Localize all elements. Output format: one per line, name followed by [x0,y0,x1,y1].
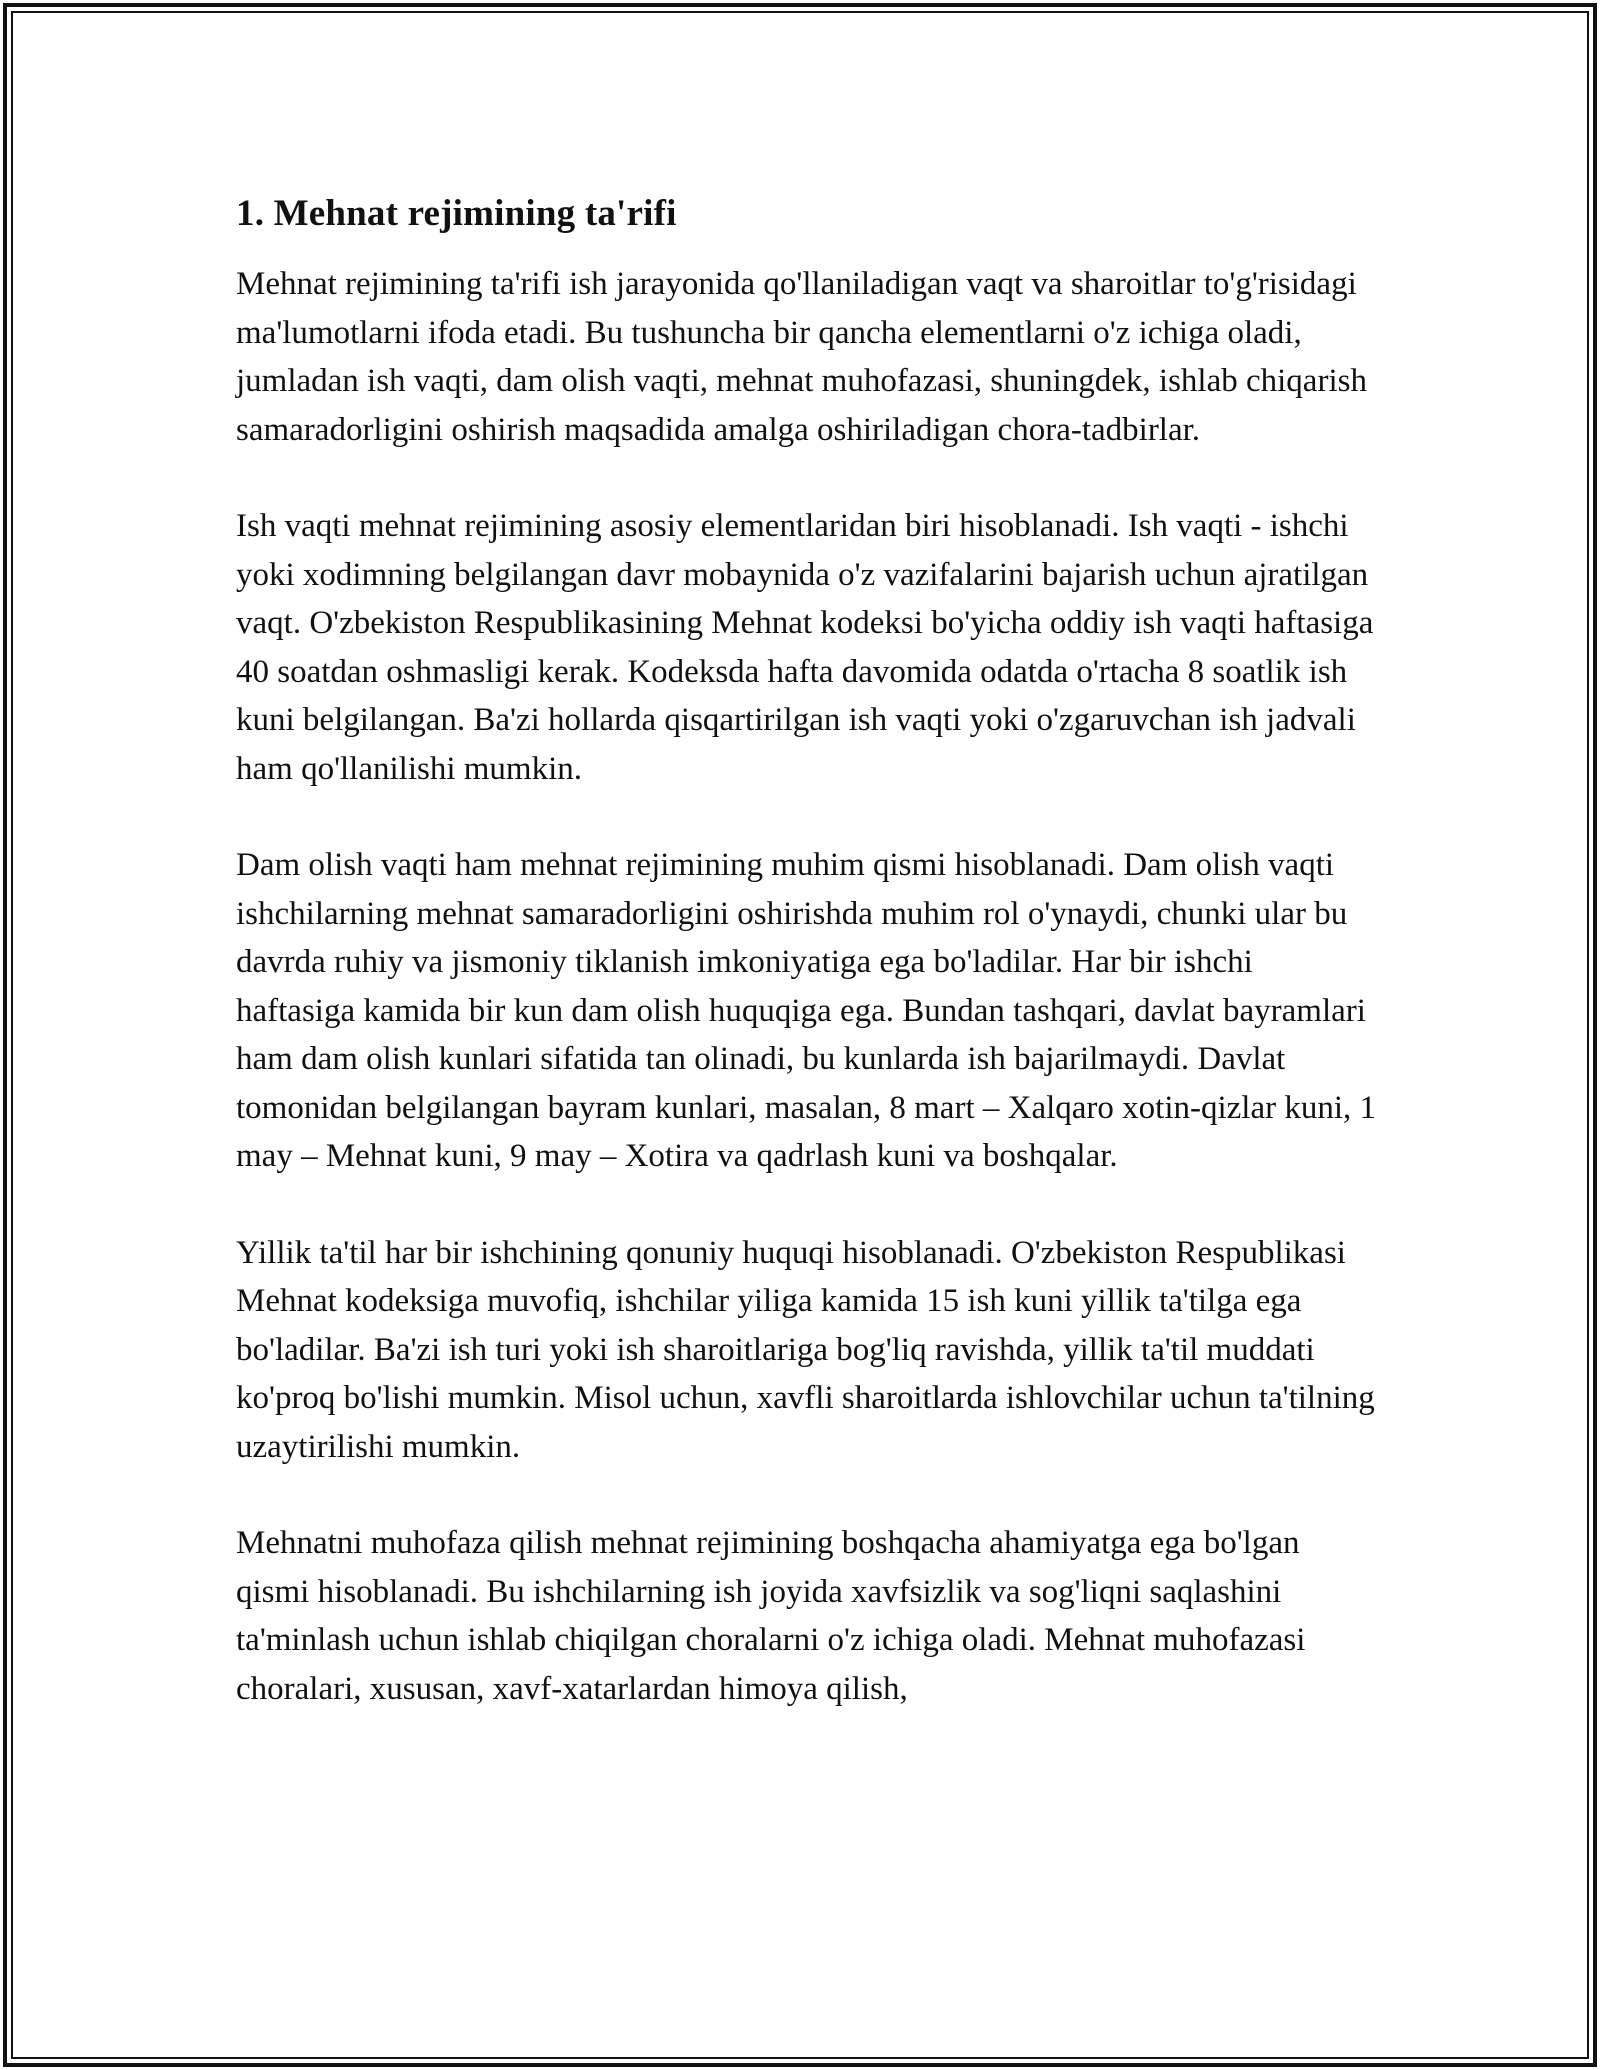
paragraph-rest-time: Dam olish vaqti ham mehnat rejimining muhim qismi hisoblanadi. Dam olish vaqti ishchilarning mehnat samaradorligini oshirishda muhim rol o'ynaydi, chunki ular bu davrda ruhiy va jismoniy tiklanish imkoniyatiga ega bo'ladilar. Har bir ishchi haftasiga kamida bir kun dam olish huquqiga ega. Bundan tashqari, davlat bayramlari ham dam olish kunlari sifatida tan olinadi, bu kunlarda ish bajarilmaydi. Davlat tomonidan belgilangan bayram kunlari, masalan, 8 mart – Xalqaro xotin-qizlar kuni, 1 may – Mehnat kuni, 9 may – Xotira va qadrlash kuni va boshqalar. [236,847,1377,1174]
paragraph-annual-leave: Yillik ta'til har bir ishchining qonuniy huquqi hisoblanadi. O'zbekiston Respublikasi Mehnat kodeksiga muvofiq, ishchilar yiliga kamida 15 ish kuni yillik ta'tilga ega bo'ladilar. Ba'zi ish turi yoki ish sharoitlariga bog'liq ravishda, yillik ta'til muddati ko'proq bo'lishi mumkin. Misol uchun, xavfli sharoitlarda ishlovchilar uchun ta'tilning uzaytirilishi mumkin. [236,1234,1375,1465]
document-body [236,188,1376,1713]
section-heading: 1. Mehnat rejimining ta'rifi [236,193,677,234]
paragraph-definition: Mehnat rejimining ta'rifi ish jarayonida qo'llaniladigan vaqt va sharoitlar to'g'risidagi ma'lumotlarni ifoda etadi. Bu tushuncha bir qancha elementlarni o'z ichiga oladi, jumladan ish vaqti, dam olish vaqti, mehnat muhofazasi, shuningdek, ishlab chiqarish samaradorligini oshirish maqsadida amalga oshiriladigan chora-tadbirlar. [236,266,1367,448]
paragraph-labor-protection: Mehnatni muhofaza qilish mehnat rejimining boshqacha ahamiyatga ega bo'lgan qismi hisoblanadi. Bu ishchilarning ish joyida xavfsizlik va sog'liqni saqlashini ta'minlash uchun ishlab chiqilgan choralarni o'z ichiga oladi. Mehnat muhofazasi choralari, xususan, xavf-xatarlardan himoya qilish, [236,1525,1306,1707]
paragraph-working-time: Ish vaqti mehnat rejimining asosiy elementlaridan biri hisoblanadi. Ish vaqti - ishchi yoki xodimning belgilangan davr mobaynida o'z vazifalarini bajarish uchun ajratilgan vaqt. O'zbekiston Respublikasining Mehnat kodeksi bo'yicha oddiy ish vaqti haftasiga 40 soatdan oshmasligi kerak. Kodeksda hafta davomida odatda o'rtacha 8 soatlik ish kuni belgilangan. Ba'zi hollarda qisqartirilgan ish vaqti yoki o'zgaruvchan ish jadvali ham qo'llanilishi mumkin. [236,508,1374,787]
